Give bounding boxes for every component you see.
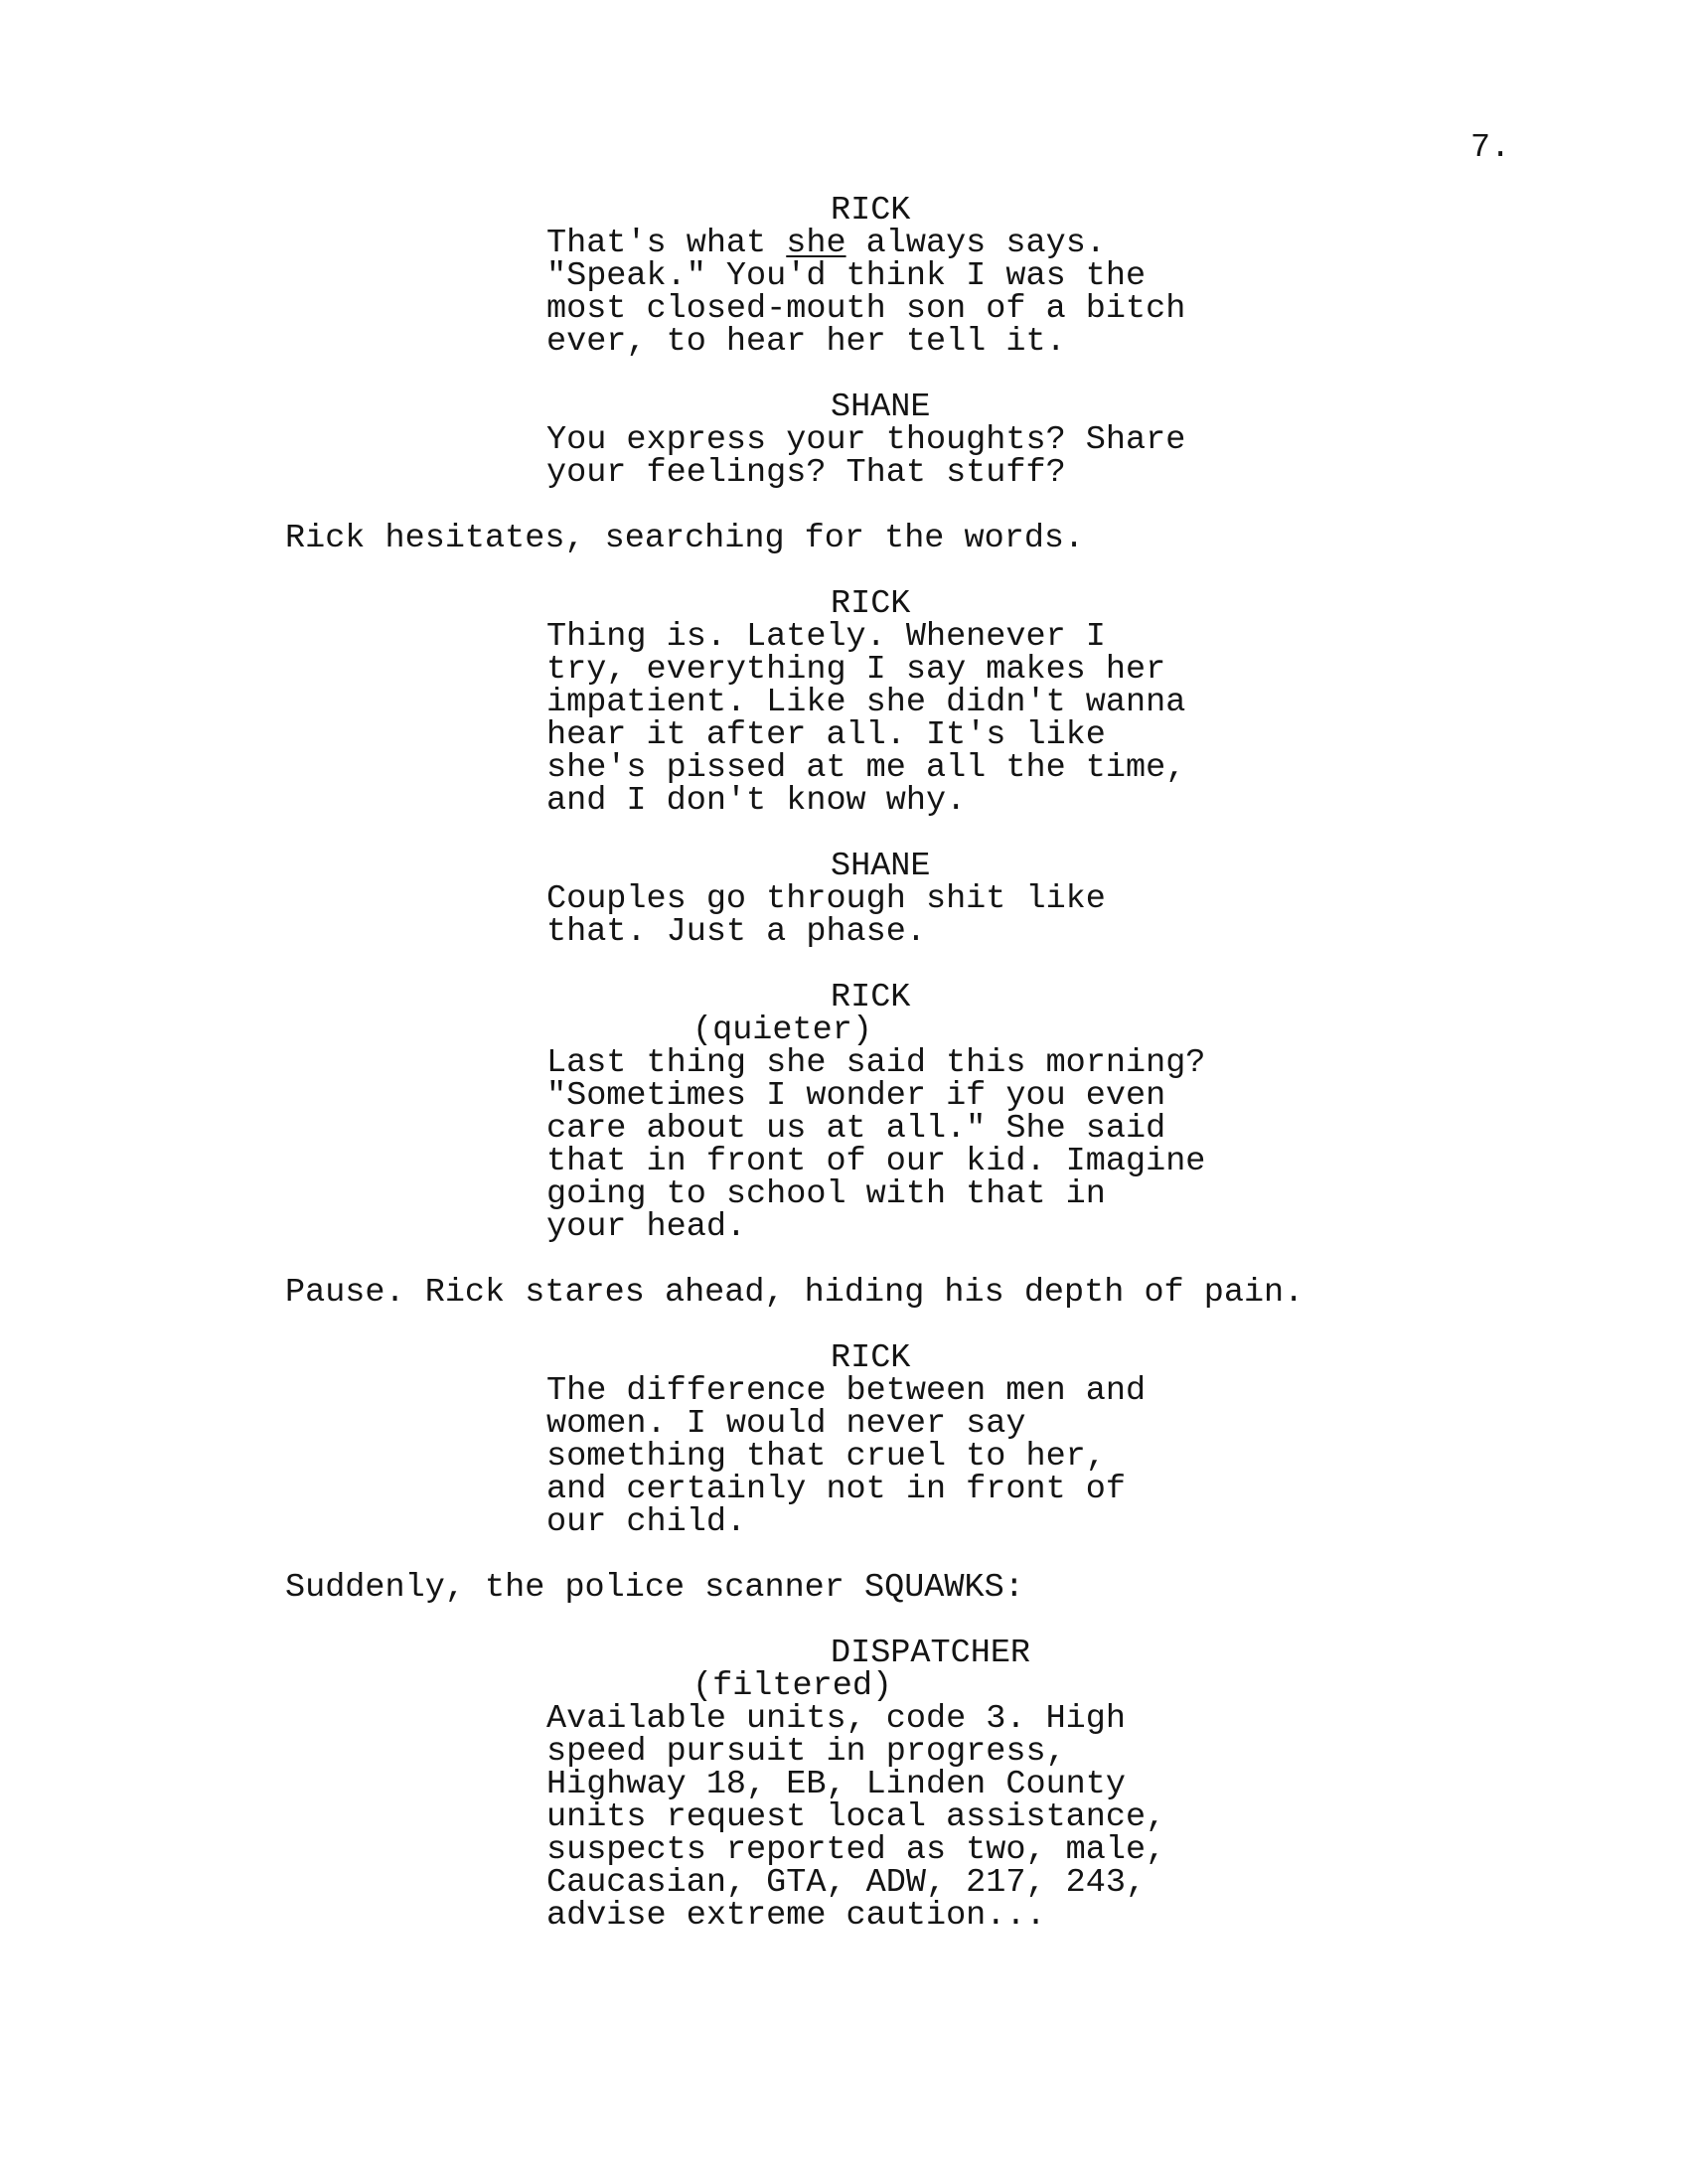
dialogue-line: Caucasian, GTA, ADW, 217, 243, xyxy=(546,1864,1147,1902)
character-name: RICK xyxy=(831,192,911,230)
dialogue-line: "Speak." You'd think I was the xyxy=(546,257,1147,295)
dialogue-line: going to school with that in xyxy=(546,1175,1106,1213)
parenthetical: (quieter) xyxy=(692,1012,872,1049)
action-line: Rick hesitates, searching for the words. xyxy=(285,520,1085,557)
dialogue-line: try, everything I say makes her xyxy=(546,651,1166,689)
dialogue-line: she's pissed at me all the time, xyxy=(546,749,1186,787)
character-name: RICK xyxy=(831,585,911,623)
dialogue-line: The difference between men and xyxy=(546,1372,1147,1410)
dialogue-line: suspects reported as two, male, xyxy=(546,1831,1166,1869)
dialogue-line: women. I would never say xyxy=(546,1405,1026,1443)
dialogue-line: that. Just a phase. xyxy=(546,913,926,951)
character-name: RICK xyxy=(831,1339,911,1377)
dialogue-line: something that cruel to her, xyxy=(546,1438,1106,1476)
dialogue-line: hear it after all. It's like xyxy=(546,716,1106,754)
dialogue-line: impatient. Like she didn't wanna xyxy=(546,684,1186,721)
action-line: Pause. Rick stares ahead, hiding his depth of pain. xyxy=(285,1274,1305,1312)
dialogue-line: your head. xyxy=(546,1208,747,1246)
dialogue-line: Thing is. Lately. Whenever I xyxy=(546,618,1106,656)
dialogue-line: Highway 18, EB, Linden County xyxy=(546,1766,1126,1803)
emphasis-underline: she xyxy=(786,225,846,262)
dialogue-line: units request local assistance, xyxy=(546,1798,1166,1836)
dialogue-line: and I don't know why. xyxy=(546,782,967,820)
dialogue-line: That's what she always says. xyxy=(546,225,1106,262)
action-line: Suddenly, the police scanner SQUAWKS: xyxy=(285,1569,1024,1607)
dialogue-line: that in front of our kid. Imagine xyxy=(546,1143,1206,1180)
dialogue-line: most closed-mouth son of a bitch xyxy=(546,290,1186,328)
character-name: SHANE xyxy=(831,389,931,426)
dialogue-line: speed pursuit in progress, xyxy=(546,1733,1066,1771)
dialogue-line: Last thing she said this morning? xyxy=(546,1044,1206,1082)
dialogue-line: your feelings? That stuff? xyxy=(546,454,1066,492)
dialogue-line: You express your thoughts? Share xyxy=(546,421,1186,459)
character-name: RICK xyxy=(831,979,911,1016)
dialogue-line: Available units, code 3. High xyxy=(546,1700,1126,1738)
page-number: 7. xyxy=(1470,129,1511,167)
dialogue-line: care about us at all." She said xyxy=(546,1110,1166,1148)
parenthetical: (filtered) xyxy=(692,1667,893,1705)
dialogue-line: Couples go through shit like xyxy=(546,880,1106,918)
dialogue-line: "Sometimes I wonder if you even xyxy=(546,1077,1166,1115)
character-name: DISPATCHER xyxy=(831,1635,1031,1672)
dialogue-line: advise extreme caution... xyxy=(546,1897,1046,1935)
dialogue-line: our child. xyxy=(546,1503,747,1541)
dialogue-line: ever, to hear her tell it. xyxy=(546,323,1066,361)
dialogue-line: and certainly not in front of xyxy=(546,1471,1126,1508)
character-name: SHANE xyxy=(831,848,931,885)
